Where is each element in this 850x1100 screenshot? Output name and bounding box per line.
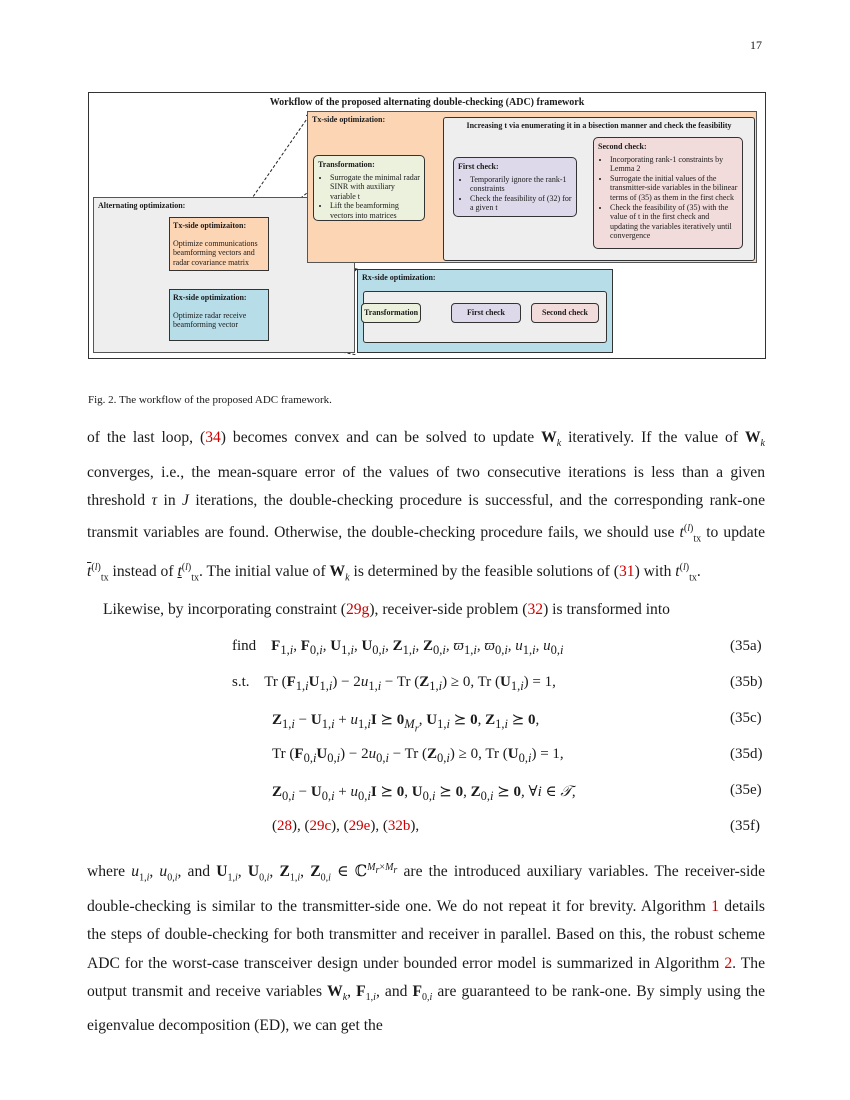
tx-transformation-title: Transformation: bbox=[318, 160, 375, 169]
tx-first-check-box bbox=[453, 157, 577, 217]
tx-second-check-title: Second check: bbox=[598, 142, 647, 151]
equation-35a: find $F_{1,i}$, $F_{0,i}$, $U_{1,i}$, $U_{0,i}$, $Z_{1,i}$, $Z_{0,i}$, $ϖ_{1,i}$, $ϖ_{0,i}$, $u_{1,i}$, $u_{0,i}$ bbox=[232, 638, 564, 657]
tx-second-check-item: • Incorporating rank-1 constraints by Lemma 2 bbox=[610, 155, 738, 174]
equation-35d: Tr $(F_{0,i}U_{0,i}) - 2u_{0,i} - Tr$ $(Z_{0,i}) \ge 0$, Tr $(U_{0,i}) = 1$, bbox=[272, 746, 564, 765]
equation-label: (35e) bbox=[730, 782, 762, 798]
equation-ref[interactable]: 29g bbox=[345, 601, 370, 618]
equation-label: (35b) bbox=[730, 674, 763, 690]
equation-35b: s.t. Tr $(F_{1,i}U_{1,i}) - 2u_{1,i} - Tr$ $(Z_{1,i}) \ge 0$, Tr $(U_{1,i}) = 1$, bbox=[232, 674, 556, 693]
tx-first-check-item: • Temporarily ignore the rank-1 constraints bbox=[470, 175, 572, 194]
algorithm-ref[interactable]: 1 bbox=[711, 897, 719, 915]
body-paragraph: Likewise, by incorporating constraint (29g), receiver-side problem (32) is transformed into bbox=[103, 601, 670, 618]
bisection-label: Increasing t via enumerating it in a bisection manner and check the feasibility bbox=[466, 121, 732, 130]
equation-ref[interactable]: 32b bbox=[387, 818, 411, 834]
tx-second-check-item: • Check the feasibility of (35) with the value of t in the first check and updating the variables iteratively until convergence bbox=[610, 203, 738, 241]
rx-optimization-text: Optimize radar receive beamforming vector bbox=[173, 310, 247, 330]
tx-transformation-box bbox=[313, 155, 425, 221]
algorithm-ref[interactable]: 2 bbox=[724, 954, 733, 972]
tx-first-check-item: • Check the feasibility of (32) for a given t bbox=[470, 194, 572, 213]
equation-ref[interactable]: 28 bbox=[277, 818, 292, 834]
tx-first-check-title: First check: bbox=[458, 162, 499, 171]
page-number: 17 bbox=[750, 38, 762, 52]
equation-ref[interactable]: 31 bbox=[618, 563, 635, 581]
body-paragraph: where $u_{1,i}$, $u_{0,i}$, and $U_{1,i}$, $U_{0,i}$, $Z_{1,i}$, $Z_{0,i}$ ∈ ℂ$^{M_r\times M_r}$ are the introduced auxiliary variables. The receiver-side double-checking is similar to the transmitter-side one. We do not repeat it for brevity. Algorithm 1 details the steps of double-checking for both transmitter and receiver in parallel. Based on this, the robust scheme ADC for the worst-case transceiver design under bounded error model is summarized in Algorithm 2. The output transmit and receive variables $W_k$, $F_{1,i}$, and $F_{0,i}$ are guaranteed to be rank-one. By simply using the eigenvalue decomposition (ED), we can get the bbox=[87, 862, 766, 1035]
tx-side-label: Tx-side optimization: bbox=[312, 115, 386, 124]
equation-35f: (28), (29c), (29e), (32b), bbox=[272, 818, 420, 834]
figure-caption: Fig. 2. The workflow of the proposed ADC framework. bbox=[88, 394, 332, 406]
rx-second-check-box: Second check bbox=[531, 303, 599, 323]
equation-label: (35c) bbox=[730, 710, 762, 726]
rx-transformation-box: Transformation bbox=[361, 303, 421, 323]
equation-ref[interactable]: 29e bbox=[348, 818, 371, 834]
alternating-optimization-label: Alternating optimization: bbox=[98, 201, 186, 210]
tx-transformation-item: • Surrogate the minimal radar SINR with auxiliary variable t bbox=[330, 173, 420, 202]
equation-ref[interactable]: 34 bbox=[205, 429, 221, 446]
equation-35e: $Z_{0,i} - U_{0,i} + u_{0,i}I$ ⪰ 0, $U_{0,i}$ ⪰ 0, $Z_{0,i}$ ⪰ 0, ∀i ∈ 𝒯, bbox=[272, 784, 576, 803]
equation-label: (35a) bbox=[730, 638, 762, 654]
tx-second-check-item: • Surrogate the initial values of the transmitter-side variables in the bilinear terms of (35) as them in the first check bbox=[610, 174, 738, 203]
tx-optimization-title: Tx-side optimizaiton: bbox=[173, 221, 247, 230]
equation-35c: $Z_{1,i} - U_{1,i} + u_{1,i}I$ ⪰ $0_{M_r}$, $U_{1,i}$ ⪰ 0, $Z_{1,i}$ ⪰ 0, bbox=[272, 712, 540, 735]
equation-label: (35d) bbox=[730, 746, 763, 762]
rx-side-label: Rx-side optimization: bbox=[362, 273, 436, 282]
body-paragraph: of the last loop, (34) becomes convex and can be solved to update $W_k$ iteratively. If the value of $W_k$ converges, i.e., the mean-square error of the values of two consecutive iterations is less than a given threshold τ in J iterations, the double-checking procedure is successful, and the corresponding rank-one transmit variables are found. Otherwise, the double-checking procedure fails, we should use $t^{(l)}_{tx}$ to update $\overline{t}^{(l)}_{tx}$ instead of $t^{(l)}_{tx}$. The initial value of $W_k$ is determined by the feasible solutions of (31) with $t^{(l)}_{tx}$. bbox=[87, 429, 766, 584]
equation-ref[interactable]: 32 bbox=[527, 601, 544, 618]
rx-first-check-box: First check bbox=[451, 303, 521, 323]
tx-transformation-item: • Lift the beamforming vectors into matrices bbox=[330, 201, 420, 220]
tx-second-check-box bbox=[593, 137, 743, 249]
equation-ref[interactable]: 29c bbox=[309, 818, 332, 834]
figure-title: Workflow of the proposed alternating double-checking (ADC) framework bbox=[269, 97, 585, 108]
rx-optimization-box bbox=[169, 289, 269, 341]
tx-optimization-text: Optimize communications beamforming vectors and radar covariance matrix bbox=[173, 238, 258, 267]
equation-label: (35f) bbox=[730, 818, 760, 834]
tx-optimization-box bbox=[169, 217, 269, 271]
rx-optimization-title: Rx-side optimization: bbox=[173, 293, 247, 302]
workflow-figure bbox=[88, 92, 766, 359]
